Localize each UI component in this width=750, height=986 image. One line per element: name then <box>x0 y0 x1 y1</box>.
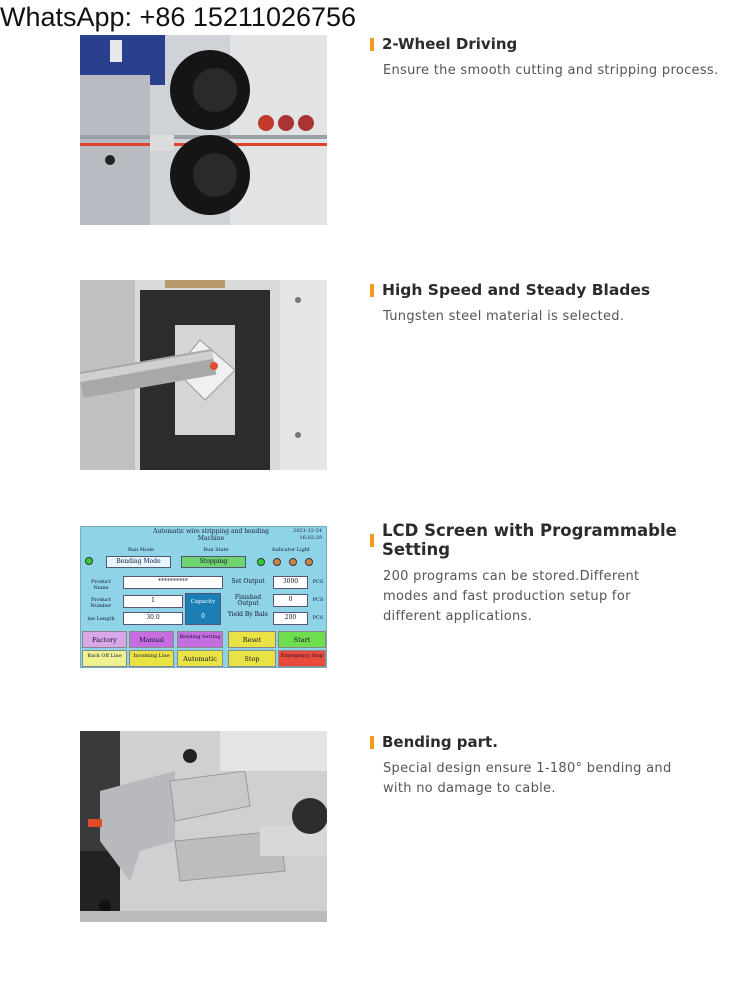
run-mode-label: Run Mode <box>127 547 155 553</box>
capacity-box <box>185 593 221 625</box>
yield-value: 200 <box>273 612 308 625</box>
reset-button[interactable]: Reset <box>228 631 276 648</box>
finished-output-label: Finished Output <box>234 594 262 607</box>
emergency-stop-button[interactable]: Emergency Stop <box>278 650 326 667</box>
feature-title-text: High Speed and Steady Blades <box>382 281 651 299</box>
bending-setting-button[interactable]: Bending Setting <box>177 631 223 648</box>
manual-button[interactable]: Manual <box>129 631 174 648</box>
line-length-label: ine Length <box>87 616 115 622</box>
feature-description: Ensure the smooth cutting and stripping process. <box>383 63 719 78</box>
capacity-label: Capacity <box>190 599 216 605</box>
feature-bending <box>370 733 740 799</box>
product-number-label: Product Number <box>90 597 112 609</box>
indicator-light-1 <box>257 558 265 566</box>
stop-button[interactable]: Stop <box>228 650 276 667</box>
accent-bar <box>370 38 374 51</box>
back-off-line-button[interactable]: Back Off Line <box>82 650 127 667</box>
indicator-light-3 <box>289 558 297 566</box>
yield-label: Yield By Bale <box>227 611 269 618</box>
factory-button[interactable]: Factory <box>82 631 127 648</box>
feature-title <box>370 521 740 559</box>
indicator-light-4 <box>305 558 313 566</box>
automatic-button[interactable]: Automatic <box>177 650 223 667</box>
pcs-2: PCS <box>312 597 324 603</box>
bending-part-photo <box>80 731 327 922</box>
feature-blades <box>370 281 740 327</box>
incoming-line-button[interactable]: Incoming Line <box>129 650 174 667</box>
lcd-time: 16:02:29 <box>299 535 322 541</box>
feature-description: Tungsten steel material is selected. <box>383 309 625 324</box>
lcd-header <box>81 527 326 545</box>
lcd-datetime <box>293 528 322 542</box>
pcs-1: PCS <box>312 579 324 585</box>
run-state-value: Stopping <box>181 556 246 568</box>
feature-title <box>370 733 740 751</box>
indicator-light-2 <box>273 558 281 566</box>
line-length-value: 30.0 <box>123 612 183 625</box>
feature-description: Special design ensure 1-180° bending and with no damage to cable. <box>383 761 672 796</box>
feature-title <box>370 35 740 53</box>
feature-title-text: 2-Wheel Driving <box>382 35 518 53</box>
feature-wheel-driving <box>370 35 740 81</box>
set-output-value: 3000 <box>273 576 308 589</box>
accent-bar <box>370 534 374 547</box>
feature-title-text: Bending part. <box>382 733 498 751</box>
feature-lcd <box>370 521 740 627</box>
feature-description: 200 programs can be stored.Different modes and fast production setup for different applications. <box>383 569 640 624</box>
lcd-date: 2021-12-24 <box>293 528 322 534</box>
accent-bar <box>370 284 374 297</box>
blades-photo <box>80 280 327 470</box>
finished-output-value: 0 <box>273 594 308 607</box>
indicator-light-left <box>85 557 93 565</box>
feature-title <box>370 281 740 299</box>
accent-bar <box>370 736 374 749</box>
start-button[interactable]: Start <box>278 631 326 648</box>
lcd-title: Automatic wire stripping and bending Machine <box>153 528 269 542</box>
lcd-screen <box>80 526 327 668</box>
whatsapp-watermark: WhatsApp: +86 15211026756 <box>0 2 357 32</box>
capacity-value: 0 <box>201 613 205 620</box>
set-output-label: Set Output <box>231 578 265 585</box>
feature-title-text: LCD Screen with Programmable Setting <box>382 521 677 559</box>
run-mode-value: Bending Mode <box>106 556 171 568</box>
wheel-driving-photo <box>80 35 327 225</box>
run-state-label: Run State <box>203 547 229 553</box>
pcs-3: PCS <box>312 615 324 621</box>
product-name-label: Product Name <box>91 579 111 591</box>
product-name-value: ********** <box>123 576 223 589</box>
indicator-label: Indicator Light <box>271 547 311 553</box>
product-number-value: 1 <box>123 595 183 608</box>
